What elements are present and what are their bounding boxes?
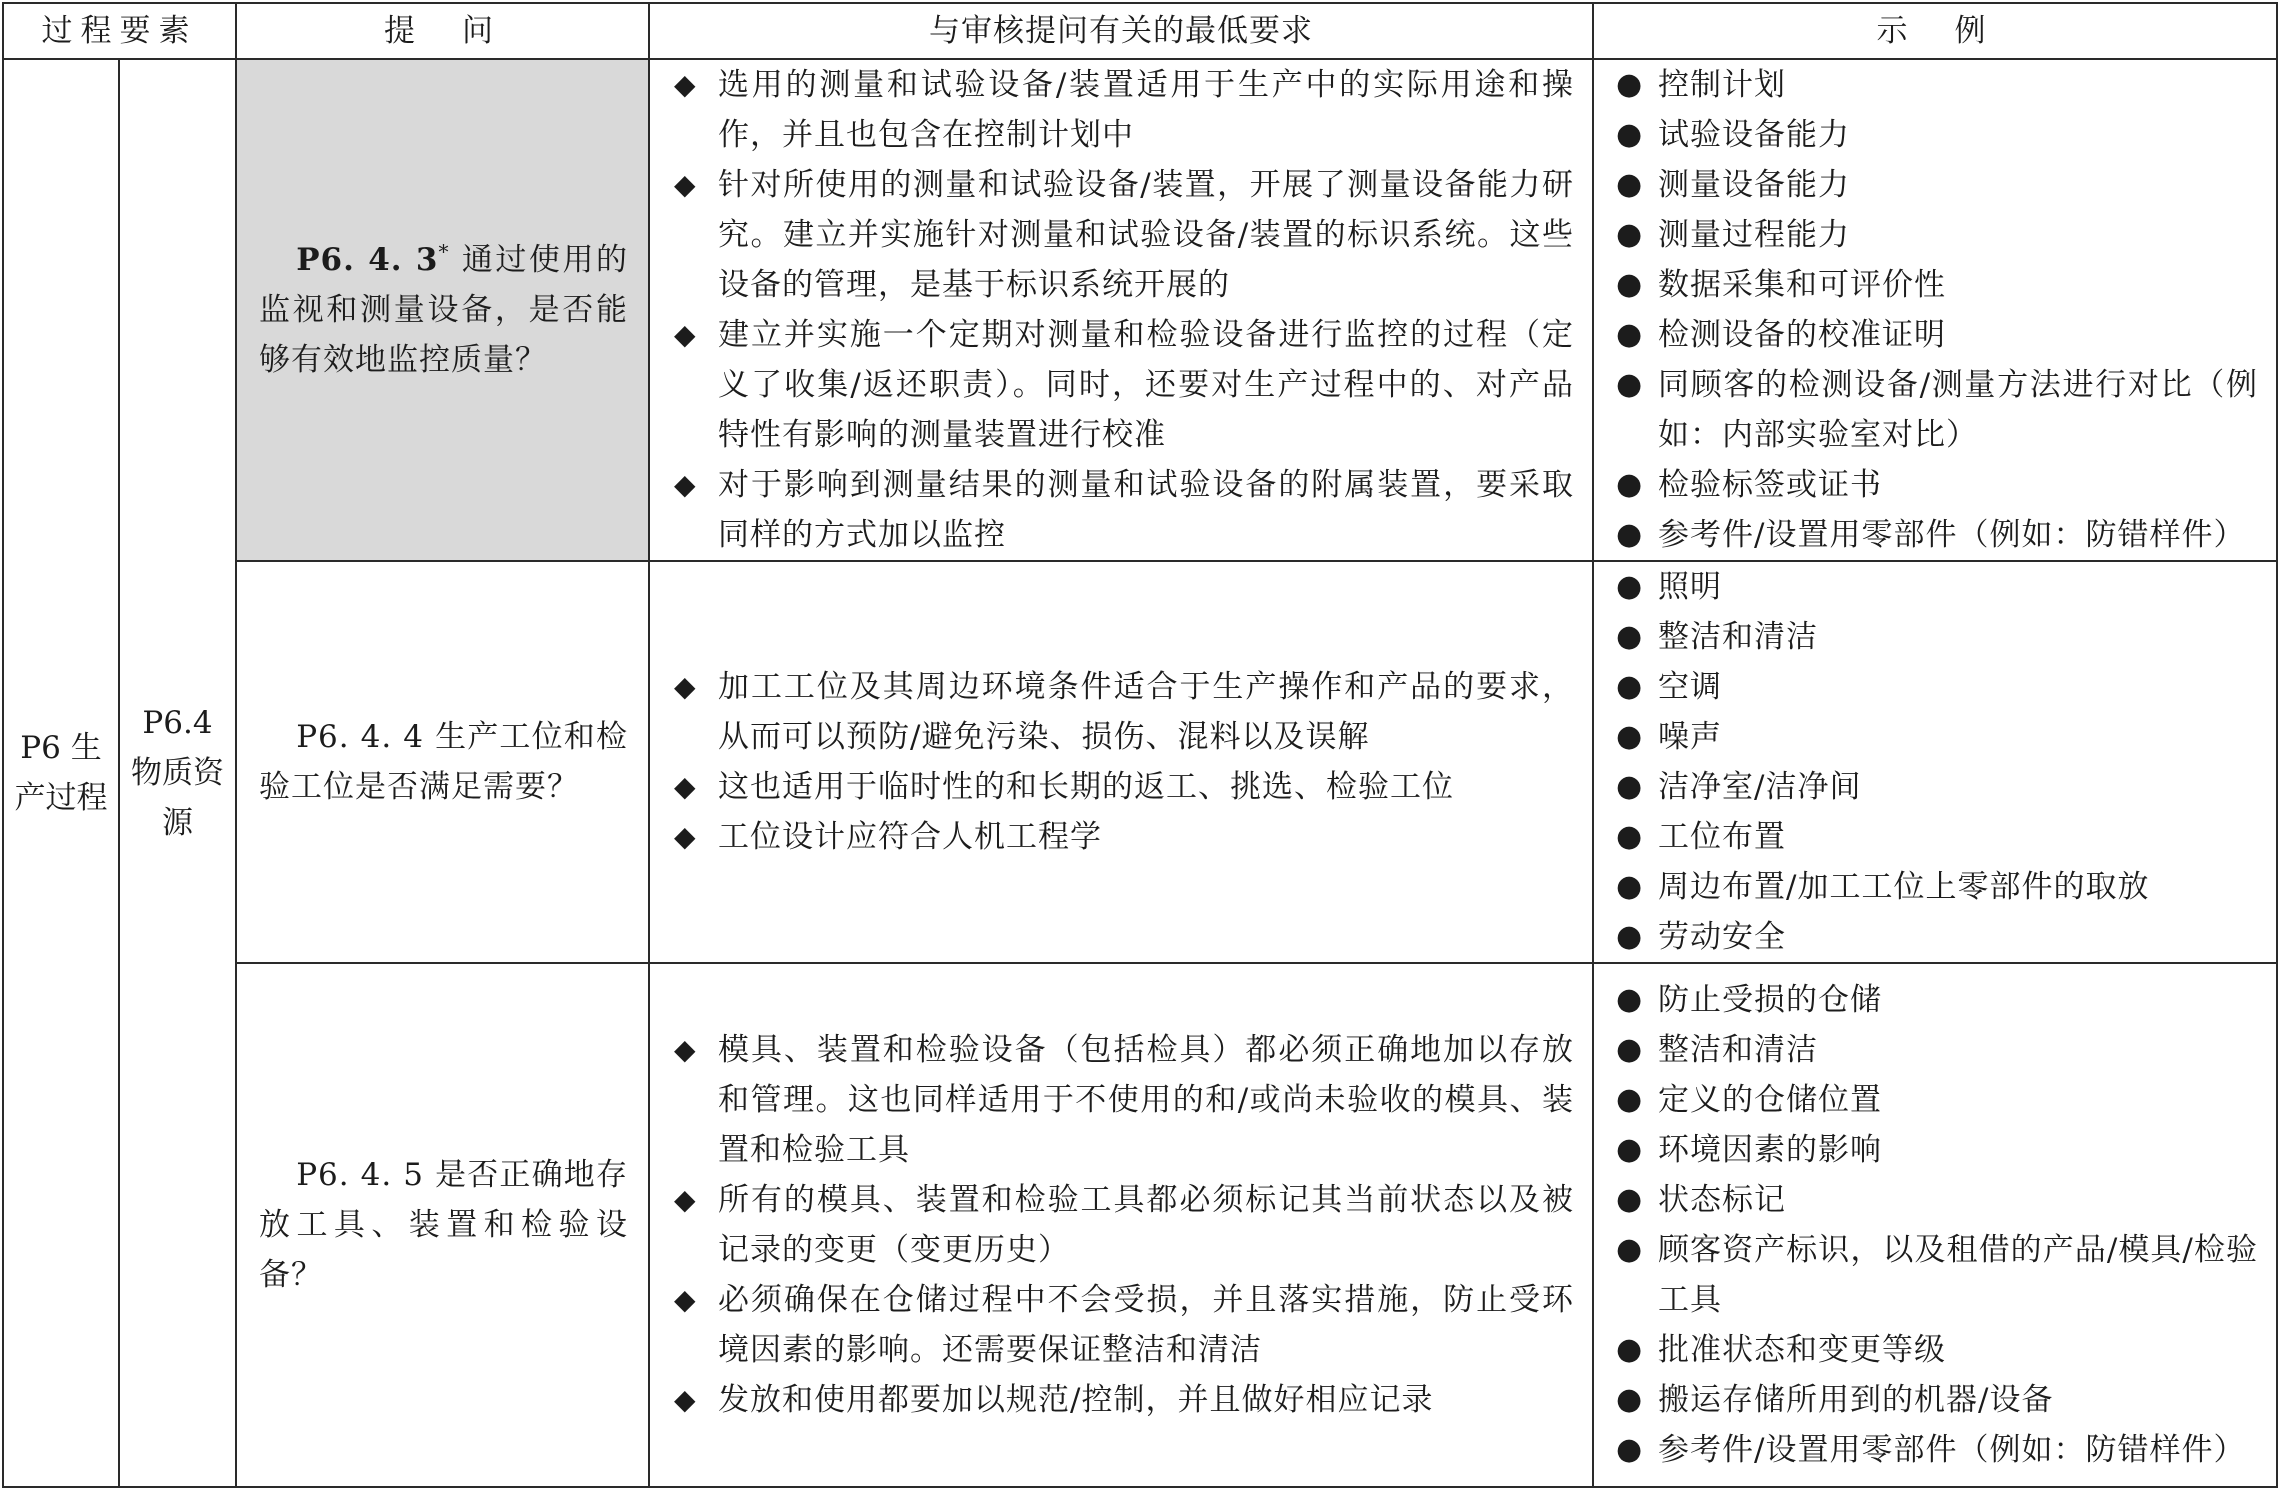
question-text bbox=[259, 235, 628, 385]
example-item bbox=[1616, 60, 2258, 110]
example-text: 照明 bbox=[1658, 569, 1722, 605]
diamond-bullet-icon: ◆ bbox=[674, 820, 697, 853]
example-text: 同顾客的检测设备/测量方法进行对比（例如：内部实验室对比） bbox=[1658, 367, 2258, 453]
example-text: 整洁和清洁 bbox=[1658, 619, 1818, 655]
dot-bullet-icon: ● bbox=[1616, 1182, 1644, 1217]
example-item bbox=[1616, 862, 2258, 912]
example-text: 洁净室/洁净间 bbox=[1658, 769, 1862, 805]
example-item bbox=[1616, 975, 2258, 1025]
requirement-text: 工位设计应符合人机工程学 bbox=[718, 819, 1102, 855]
dot-bullet-icon: ● bbox=[1616, 67, 1644, 102]
diamond-bullet-icon: ◆ bbox=[674, 770, 697, 803]
requirement-text: 发放和使用都要加以规范/控制，并且做好相应记录 bbox=[718, 1382, 1434, 1418]
key-question-star: * bbox=[438, 239, 450, 264]
example-item bbox=[1616, 762, 2258, 812]
dot-bullet-icon: ● bbox=[1616, 769, 1644, 804]
header-requirements: 与审核提问有关的最低要求 bbox=[649, 3, 1593, 59]
example-item bbox=[1616, 1025, 2258, 1075]
example-item bbox=[1616, 1425, 2258, 1475]
example-item bbox=[1616, 110, 2258, 160]
example-text: 状态标记 bbox=[1658, 1182, 1786, 1218]
dot-bullet-icon: ● bbox=[1616, 719, 1644, 754]
diamond-bullet-icon: ◆ bbox=[674, 318, 697, 351]
dot-bullet-icon: ● bbox=[1616, 1032, 1644, 1067]
diamond-bullet-icon: ◆ bbox=[674, 468, 697, 501]
example-text: 检测设备的校准证明 bbox=[1658, 317, 1946, 353]
dot-bullet-icon: ● bbox=[1616, 267, 1644, 302]
question-text bbox=[259, 1150, 628, 1300]
dot-bullet-icon: ● bbox=[1616, 1132, 1644, 1167]
example-text: 空调 bbox=[1658, 669, 1722, 705]
dot-bullet-icon: ● bbox=[1616, 117, 1644, 152]
example-item bbox=[1616, 1075, 2258, 1125]
requirement-item bbox=[674, 60, 1574, 160]
dot-bullet-icon: ● bbox=[1616, 982, 1644, 1017]
requirement-item bbox=[674, 762, 1574, 812]
example-item bbox=[1616, 1125, 2258, 1175]
example-text: 批准状态和变更等级 bbox=[1658, 1332, 1946, 1368]
requirement-item bbox=[674, 1025, 1574, 1175]
example-text: 劳动安全 bbox=[1658, 919, 1786, 955]
requirement-item bbox=[674, 460, 1574, 560]
example-text: 搬运存储所用到的机器/设备 bbox=[1658, 1382, 2054, 1418]
example-item bbox=[1616, 460, 2258, 510]
example-text: 检验标签或证书 bbox=[1658, 467, 1882, 503]
header-process-element: 过程要素 bbox=[3, 3, 236, 59]
requirement-text: 针对所使用的测量和试验设备/装置，开展了测量设备能力研究。建立并实施针对测量和试验设备/装置的标识系统。这些设备的管理，是基于标识系统开展的 bbox=[718, 167, 1574, 303]
example-item bbox=[1616, 612, 2258, 662]
question-code: P6. 4. 4 bbox=[296, 719, 425, 755]
diamond-bullet-icon: ◆ bbox=[674, 1383, 697, 1416]
requirement-item bbox=[674, 662, 1574, 762]
question-body: 通过使用的监视和测量设备，是否能够有效地监控质量？ bbox=[259, 242, 628, 378]
requirement-text: 对于影响到测量结果的测量和试验设备的附属装置，要采取同样的方式加以监控 bbox=[718, 467, 1574, 553]
requirement-item bbox=[674, 1175, 1574, 1275]
dot-bullet-icon: ● bbox=[1616, 569, 1644, 604]
requirements-cell bbox=[649, 59, 1593, 561]
dot-bullet-icon: ● bbox=[1616, 1082, 1644, 1117]
dot-bullet-icon: ● bbox=[1616, 819, 1644, 854]
example-text: 试验设备能力 bbox=[1658, 117, 1850, 153]
dot-bullet-icon: ● bbox=[1616, 619, 1644, 654]
dot-bullet-icon: ● bbox=[1616, 517, 1644, 552]
example-item bbox=[1616, 160, 2258, 210]
requirement-item bbox=[674, 1275, 1574, 1375]
requirement-text: 必须确保在仓储过程中不会受损，并且落实措施，防止受环境因素的影响。还需要保证整洁和清洁 bbox=[718, 1282, 1574, 1368]
example-item bbox=[1616, 1225, 2258, 1325]
example-text: 工位布置 bbox=[1658, 819, 1786, 855]
example-item bbox=[1616, 360, 2258, 460]
example-text: 定义的仓储位置 bbox=[1658, 1082, 1882, 1118]
dot-bullet-icon: ● bbox=[1616, 167, 1644, 202]
requirement-text: 模具、装置和检验设备（包括检具）都必须正确地加以存放和管理。这也同样适用于不使用的和/或尚未验收的模具、装置和检验工具 bbox=[718, 1032, 1574, 1168]
example-text: 防止受损的仓储 bbox=[1658, 982, 1882, 1018]
example-item bbox=[1616, 1175, 2258, 1225]
example-item bbox=[1616, 662, 2258, 712]
example-text: 整洁和清洁 bbox=[1658, 1032, 1818, 1068]
process-cell: P6 生产过程 bbox=[3, 59, 119, 1487]
header-row bbox=[3, 3, 2277, 59]
dot-bullet-icon: ● bbox=[1616, 1382, 1644, 1417]
diamond-bullet-icon: ◆ bbox=[674, 68, 697, 101]
example-text: 参考件/设置用零部件（例如：防错样件） bbox=[1658, 517, 2246, 553]
question-cell bbox=[236, 59, 649, 561]
example-item bbox=[1616, 210, 2258, 260]
header-question: 提 问 bbox=[236, 3, 649, 59]
example-text: 测量设备能力 bbox=[1658, 167, 1850, 203]
examples-cell bbox=[1593, 963, 2277, 1487]
dot-bullet-icon: ● bbox=[1616, 367, 1644, 402]
dot-bullet-icon: ● bbox=[1616, 1332, 1644, 1367]
diamond-bullet-icon: ◆ bbox=[674, 1183, 697, 1216]
example-item bbox=[1616, 812, 2258, 862]
dot-bullet-icon: ● bbox=[1616, 1432, 1644, 1467]
table-row bbox=[3, 59, 2277, 561]
dot-bullet-icon: ● bbox=[1616, 217, 1644, 252]
table-row bbox=[3, 561, 2277, 963]
example-item bbox=[1616, 1325, 2258, 1375]
question-code: P6. 4. 3 bbox=[296, 242, 439, 278]
examples-cell bbox=[1593, 59, 2277, 561]
question-cell bbox=[236, 561, 649, 963]
example-text: 控制计划 bbox=[1658, 67, 1786, 103]
example-text: 顾客资产标识，以及租借的产品/模具/检验工具 bbox=[1658, 1232, 2258, 1318]
diamond-bullet-icon: ◆ bbox=[674, 168, 697, 201]
requirement-item bbox=[674, 1375, 1574, 1425]
diamond-bullet-icon: ◆ bbox=[674, 1033, 697, 1066]
question-text bbox=[259, 712, 628, 812]
requirement-item bbox=[674, 812, 1574, 862]
diamond-bullet-icon: ◆ bbox=[674, 1283, 697, 1316]
dot-bullet-icon: ● bbox=[1616, 317, 1644, 352]
examples-cell bbox=[1593, 561, 2277, 963]
requirement-text: 选用的测量和试验设备/装置适用于生产中的实际用途和操作，并且也包含在控制计划中 bbox=[718, 67, 1574, 153]
example-item bbox=[1616, 260, 2258, 310]
example-item bbox=[1616, 562, 2258, 612]
requirement-item bbox=[674, 160, 1574, 310]
dot-bullet-icon: ● bbox=[1616, 1232, 1644, 1267]
question-code: P6. 4. 5 bbox=[296, 1157, 425, 1193]
table-row bbox=[3, 963, 2277, 1487]
example-text: 噪声 bbox=[1658, 719, 1722, 755]
example-text: 测量过程能力 bbox=[1658, 217, 1850, 253]
example-text: 环境因素的影响 bbox=[1658, 1132, 1882, 1168]
requirement-item bbox=[674, 310, 1574, 460]
example-item bbox=[1616, 310, 2258, 360]
requirement-text: 这也适用于临时性的和长期的返工、挑选、检验工位 bbox=[718, 769, 1454, 805]
example-item bbox=[1616, 510, 2258, 560]
question-body: 是否正确地存放工具、装置和检验设备？ bbox=[259, 1157, 628, 1293]
requirement-text: 建立并实施一个定期对测量和检验设备进行监控的过程（定义了收集/返还职责）。同时，还要对生产过程中的、对产品特性有影响的测量装置进行校准 bbox=[718, 317, 1574, 453]
requirements-cell bbox=[649, 561, 1593, 963]
subprocess-cell: P6.4 物质资源 bbox=[119, 59, 236, 1487]
requirements-cell bbox=[649, 963, 1593, 1487]
dot-bullet-icon: ● bbox=[1616, 467, 1644, 502]
header-examples: 示 例 bbox=[1593, 3, 2277, 59]
dot-bullet-icon: ● bbox=[1616, 919, 1644, 954]
dot-bullet-icon: ● bbox=[1616, 869, 1644, 904]
audit-requirements-table bbox=[2, 2, 2278, 1488]
question-body: 生产工位和检验工位是否满足需要？ bbox=[259, 719, 628, 805]
example-item bbox=[1616, 912, 2258, 962]
dot-bullet-icon: ● bbox=[1616, 669, 1644, 704]
diamond-bullet-icon: ◆ bbox=[674, 670, 697, 703]
example-item bbox=[1616, 712, 2258, 762]
example-text: 参考件/设置用零部件（例如：防错样件） bbox=[1658, 1432, 2246, 1468]
example-text: 数据采集和可评价性 bbox=[1658, 267, 1946, 303]
example-text: 周边布置/加工工位上零部件的取放 bbox=[1658, 869, 2150, 905]
requirement-text: 所有的模具、装置和检验工具都必须标记其当前状态以及被记录的变更（变更历史） bbox=[718, 1182, 1574, 1268]
requirement-text: 加工工位及其周边环境条件适合于生产操作和产品的要求，从而可以预防/避免污染、损伤、混料以及误解 bbox=[718, 669, 1574, 755]
question-cell bbox=[236, 963, 649, 1487]
example-item bbox=[1616, 1375, 2258, 1425]
